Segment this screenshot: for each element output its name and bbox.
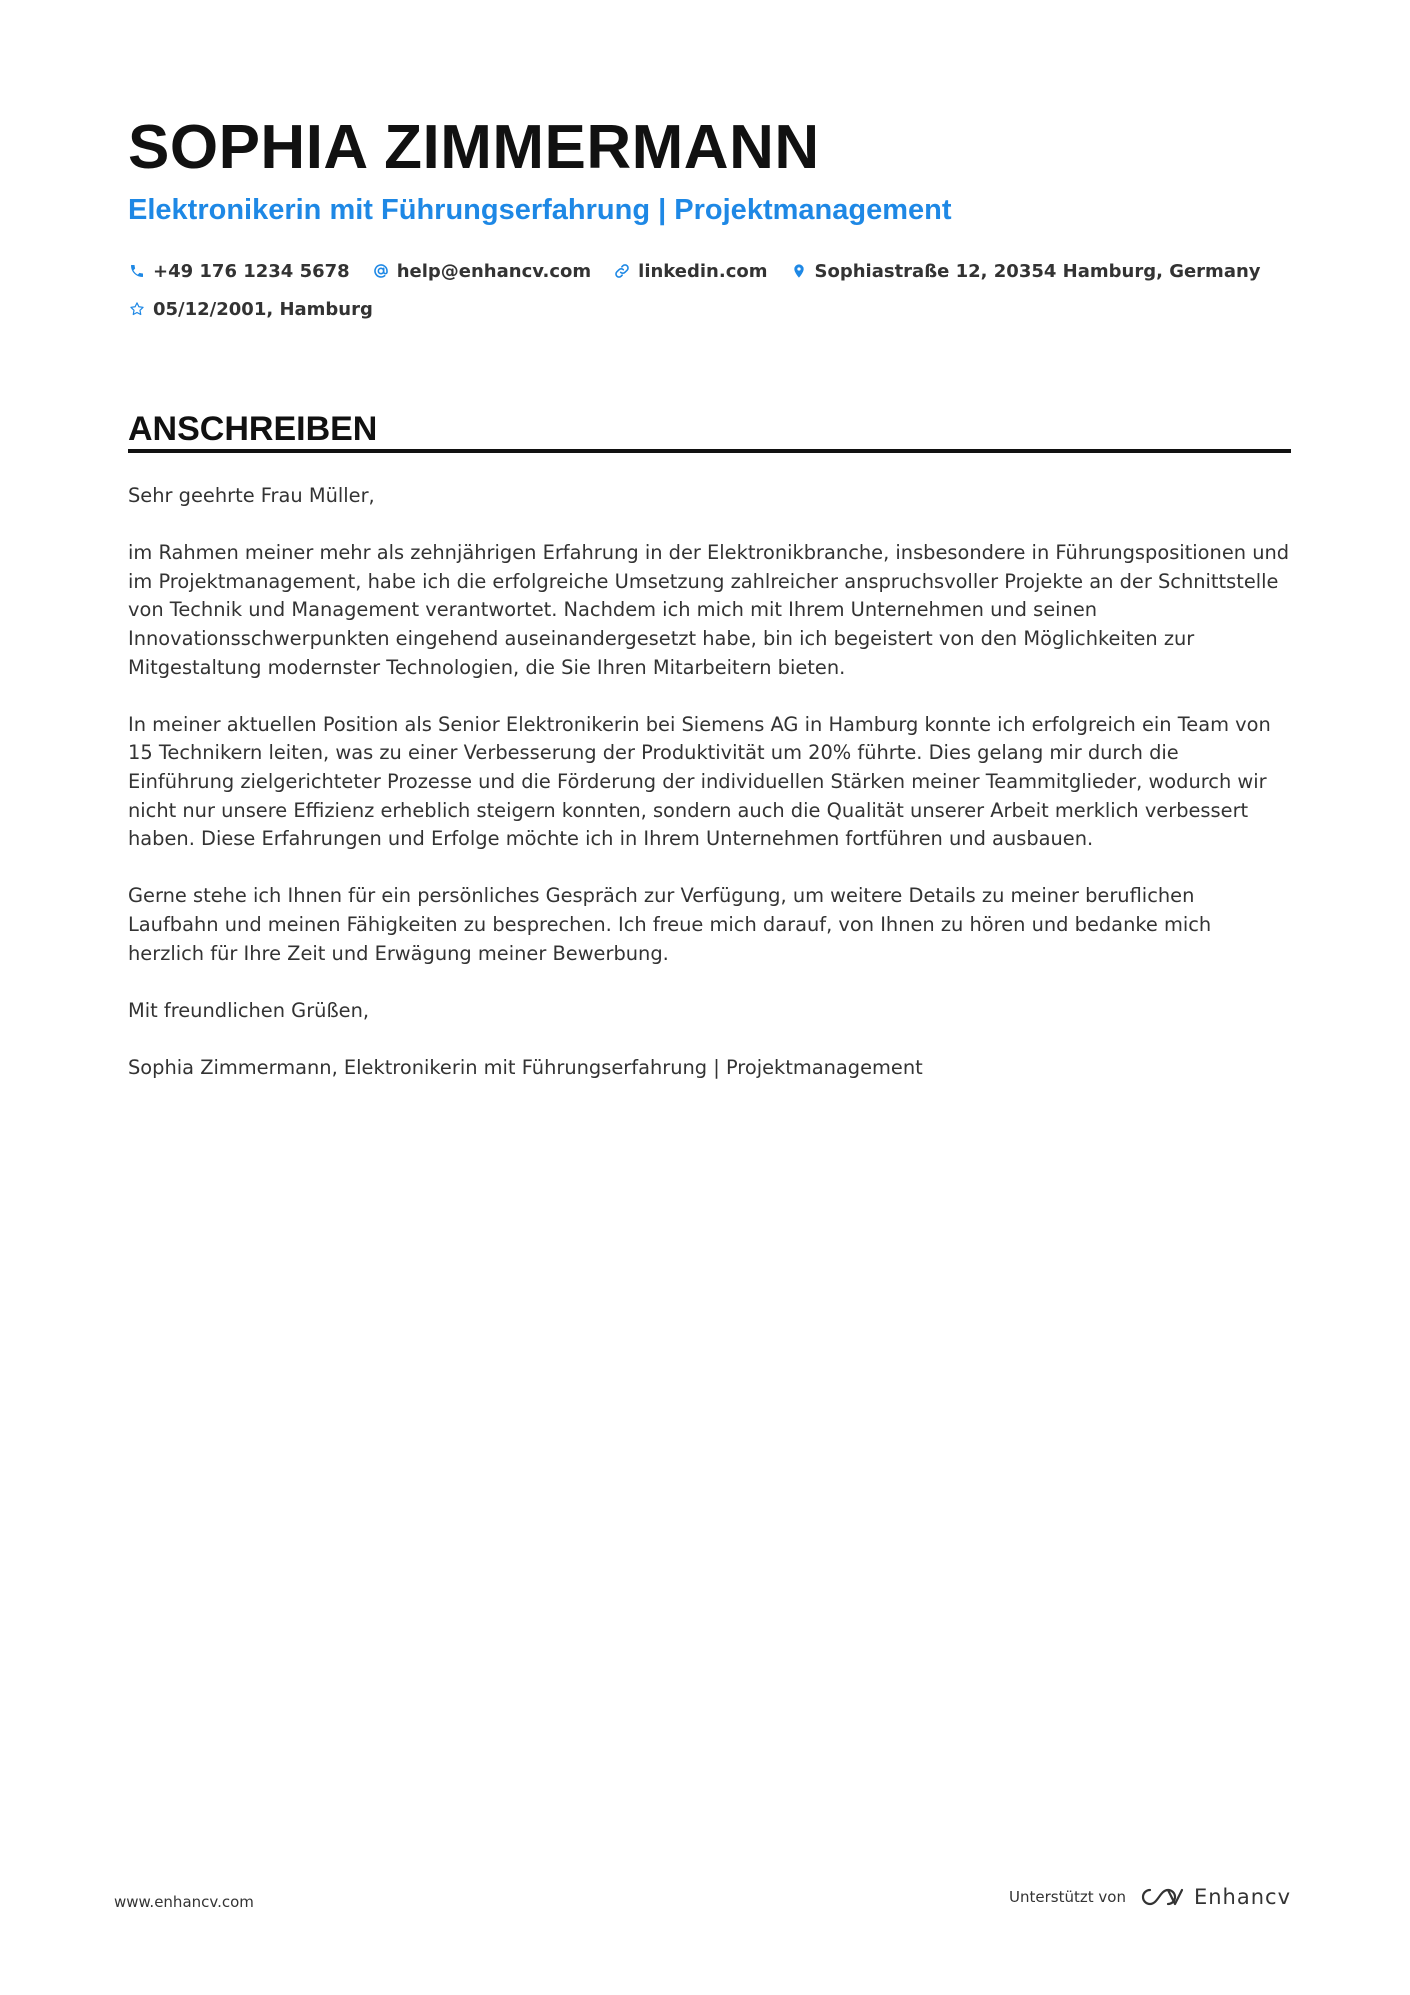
contact-row-1 xyxy=(128,252,1291,290)
contact-info xyxy=(128,252,1291,328)
birth-text: 05/12/2001, Hamburg xyxy=(153,298,373,320)
section-title: ANSCHREIBEN xyxy=(128,410,378,448)
letter-paragraph: In meiner aktuellen Position als Senior Elektronikerin bei Siemens AG in Hamburg konnte ich erfolgreich ein Team von 15 Technikern leiten, was zu einer Verbesserung der Produktivität um 20% führte. Dies gelang mir durch die Einführung zielgerichteter Prozesse und die Förderung der individuellen Stärken meiner Teammitglieder, wodurch wir nicht nur unsere Effizienz erheblich steigern konnten, sondern auch die Qualität unserer Arbeit merklich verbessert haben. Diese Erfahrungen und Erfolge möchte ich in Ihrem Unternehmen fortführen und ausbauen. xyxy=(128,712,1271,851)
phone-text: +49 176 1234 5678 xyxy=(153,260,350,282)
star-icon xyxy=(128,300,146,318)
contact-address xyxy=(790,261,1261,282)
at-icon xyxy=(372,262,390,280)
link-icon xyxy=(613,262,631,280)
powered-by-label: Unterstützt von xyxy=(1009,1888,1126,1906)
contact-email[interactable] xyxy=(372,261,591,282)
letter-paragraph: Gerne stehe ich Ihnen für ein persönliches Gespräch zur Verfügung, um weitere Details zu meiner beruflichen Laufbahn und meinen Fähigkeiten zu besprechen. Ich freue mich darauf, von Ihnen zu hören und bedanke mich herzlich für Ihre Zeit und Erwägung meiner Bewerbung. xyxy=(128,884,1212,965)
contact-linkedin[interactable] xyxy=(613,261,767,282)
enhancv-logo-text: Enhancv xyxy=(1193,1885,1291,1909)
location-icon xyxy=(790,262,808,280)
contact-row-2 xyxy=(128,290,1291,328)
footer-branding xyxy=(1009,1884,1291,1910)
letter-salutation: Sehr geehrte Frau Müller, xyxy=(128,484,375,507)
email-text[interactable]: help@enhancv.com xyxy=(396,260,592,282)
letter-signature: Sophia Zimmermann, Elektronikerin mit Führungserfahrung | Projektmanagement xyxy=(128,1055,923,1079)
contact-birth xyxy=(128,299,373,320)
candidate-headline: Elektronikerin mit Führungserfahrung | Projektmanagement xyxy=(128,194,952,226)
letter-body xyxy=(128,482,1291,1111)
phone-icon xyxy=(128,262,146,280)
footer-url[interactable]: www.enhancv.com xyxy=(114,1893,254,1911)
letter-closing: Mit freundlichen Grüßen, xyxy=(128,998,370,1022)
candidate-name: SOPHIA ZIMMERMANN xyxy=(128,113,820,182)
contact-phone xyxy=(128,261,350,282)
letter-paragraph: im Rahmen meiner mehr als zehnjährigen Erfahrung in der Elektronikbranche, insbesondere in Führungspositionen und im Projektmanagement, habe ich die erfolgreiche Umsetzung zahlreicher anspruchsvoller Projekte an der Schnittstelle von Technik und Management verantwortet. Nachdem ich mich mit Ihrem Unternehmen und seinen Innovationsschwerpunkten eingehend auseinandergesetzt habe, bin ich begeistert von den Möglichkeiten zur Mitgestaltung modernster Technologien, die Sie Ihren Mitarbeitern bieten. xyxy=(128,541,1290,679)
enhancv-logo-icon xyxy=(1138,1884,1184,1910)
linkedin-text[interactable]: linkedin.com xyxy=(638,260,768,282)
address-text: Sophiastraße 12, 20354 Hamburg, Germany xyxy=(814,260,1261,282)
section-divider xyxy=(128,449,1291,453)
